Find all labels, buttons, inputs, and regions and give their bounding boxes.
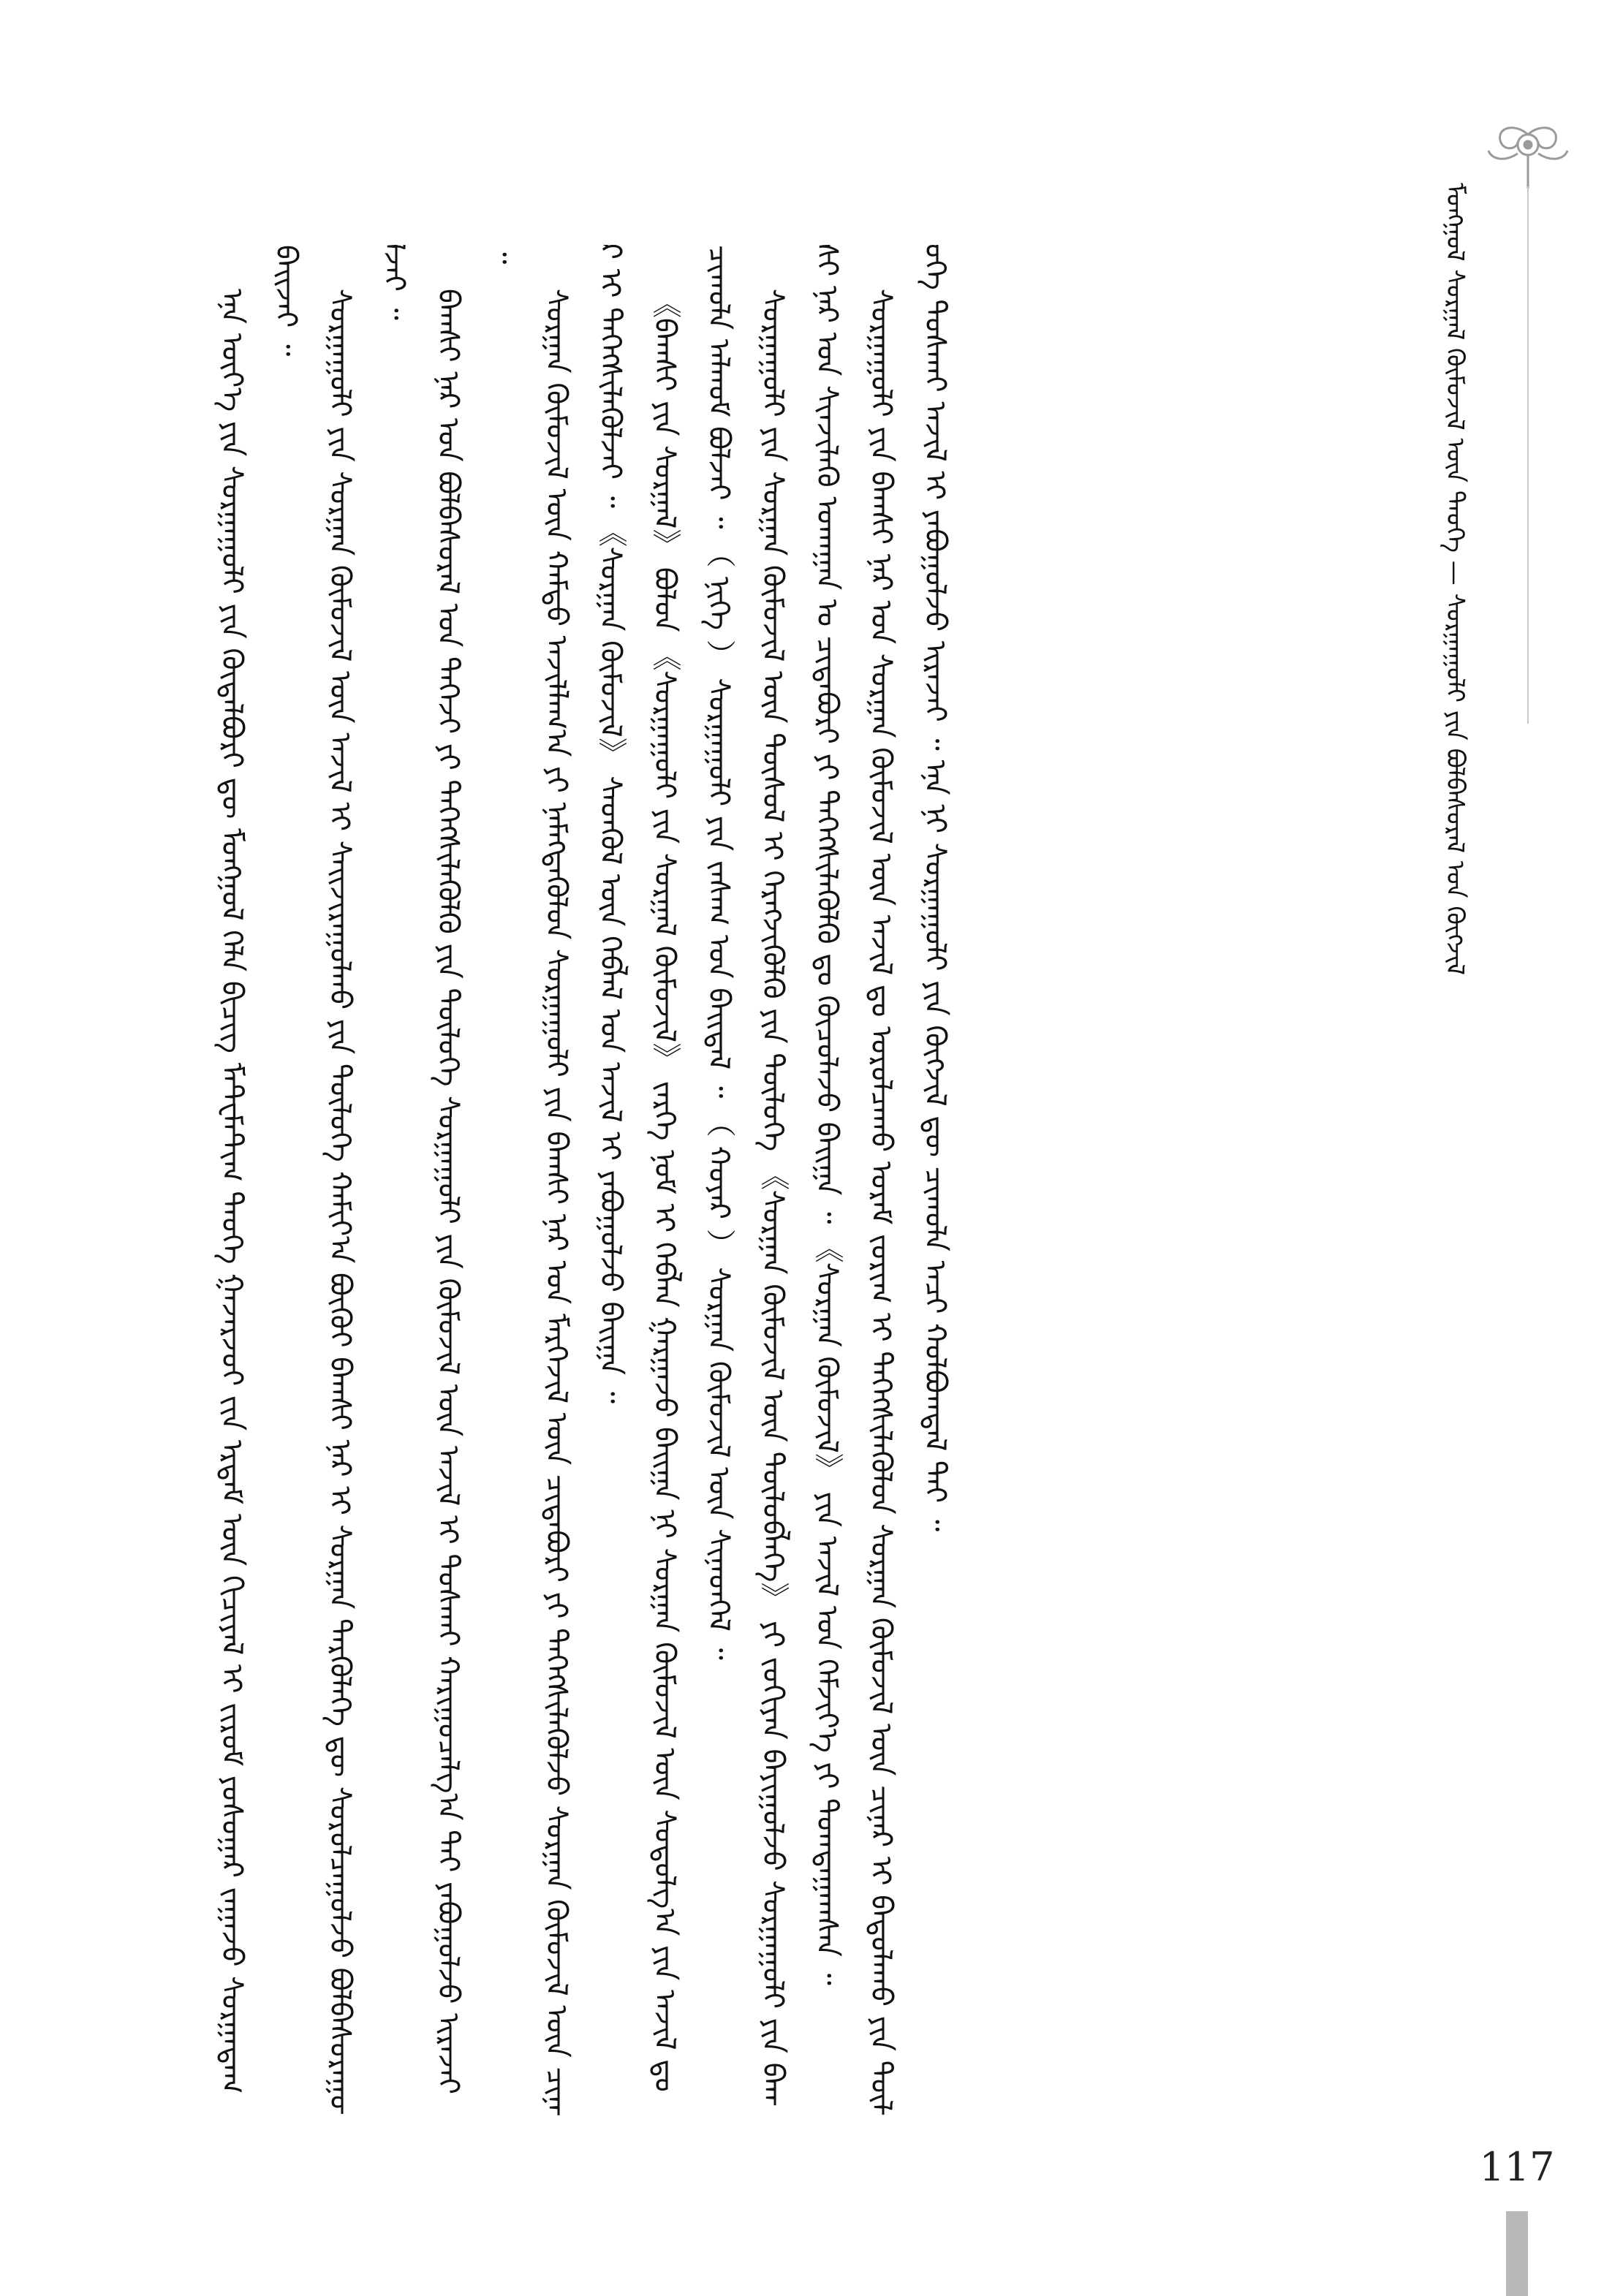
- running-header: ᠮᠣᠩᠭᠤᠯ ᠰᠤᠷᠭᠠᠯ ᠬᠦᠮᠦᠵᠢᠯ ᠦᠨ ᠲᠡᠦᠬᠡ — ᠰᠤᠷᠭᠠᠭᠤᠯᠢ ᠶᠢᠨ ᠪᠣᠯᠪᠠᠰᠤᠷᠠᠯ ᠤᠨ ᠬᠥᠭᠵᠢᠯ: [1440, 183, 1469, 976]
- paragraph: ᠡᠨᠡ ᠦᠶ᠎ᠡ ᠶᠢᠨ ᠰᠤᠷᠭᠠᠭᠤᠯᠢ ᠶᠢᠨ ᠬᠥᠲᠡᠯᠪᠦᠷᠢ ᠳᠦ ᠮᠣᠩᠭᠤᠯ ᠬᠡᠯᠡ ᠪᠢᠴᠢᠭ᠌ ᠮᠠᠲ᠋ᠧᠮᠠᠲ᠋ᠢᠭ ᠲᠡᠤᠬᠡ ᠭᠠᠵᠠᠷᠵᠦᠢ ᠵᠢᠨ ᠡᠷᠳᠡᠮ ᠦᠨ ᠬᠢᠴᠢᠶᠡᠯ ᠢ ᠵᠢᠷᠤᠮ ᠶᠣᠰᠤᠭᠠᠷ ᠵᠠᠭᠠᠵᠤ ᠰᠤᠷᠭᠠᠳᠠᠭ ᠪᠠᠢᠵᠠᠢ ᠃: [215, 245, 303, 2094]
- body-text: [205, 245, 1469, 2116]
- paragraph: ᠰᠤᠷᠭᠠᠭᠤᠯᠢ ᠶᠢᠨ ᠰᠤᠷᠭᠠᠨ ᠬᠥᠮᠦᠵᠢᠯ ᠦᠨ ᠲᠥᠰᠦᠯ ᠢ ᠬᠡᠷᠡᠭᠵᠢᠭᠦᠯᠬᠦ ᠶᠢᠨ ᠲᠥᠯᠦᠭᠡ 《ᠰᠤᠷᠭᠠᠨ ᠬᠥᠮᠦᠵᠢᠯ ᠦᠨ ᠲᠥᠯᠦᠪᠯᠡᠭᠡ》 ᠶᠢ ᠵᠣᠬᠢᠶᠠᠨ ᠪᠠᠶᠢᠭᠤᠯᠵᠤ ᠰᠤᠷᠭᠠᠭᠤᠯᠢ ᠶᠢᠨ ᠪᠠᠭᠰᠢ ᠨᠠᠷ ᠤᠨ ᠰᠢᠨᠵᠢᠯᠡᠬᠦ ᠤᠬᠠᠭᠠᠨ ᠤ ᠴᠢᠳᠠᠪᠤᠷᠢ ᠶᠢ ᠳᠡᠭᠡᠭᠰᠢᠯᠡᠭᠦᠯᠬᠦ ᠳᠤ ᠬᠦᠴᠦᠯᠡᠵᠦ ᠪᠠᠢᠭᠠ ᠃ 《ᠰᠤᠷᠭᠠᠨ ᠬᠥᠮᠦᠵᠢᠯ》 ᠶᠢᠨ ᠠᠵᠢᠯ ᠤᠨ ᠬᠡᠮᠵᠢᠶ᠎ᠡ ᠶᠢ ᠲᠣᠭᠲᠠᠭᠠᠭᠰᠠᠨ ᠃: [756, 245, 844, 2105]
- page-number: 117: [1479, 2144, 1555, 2190]
- paragraph: ᠪᠠᠭᠰᠢ ᠨᠠᠷ ᠤᠨ ᠪᠣᠯᠪᠠᠰᠤᠷᠠᠯ ᠤᠨ ᠳᠡᠭᠡᠵᠢ ᠶᠢ ᠳᠡᠭᠡᠭᠰᠢᠯᠡᠭᠦᠯᠬᠦ ᠶᠢᠨ ᠲᠥᠯᠦᠭᠡ ᠰᠤᠷᠭᠠᠭᠤᠯᠢ ᠶᠢᠨ ᠬᠥᠮᠦᠵᠢᠯ ᠦᠨ ᠠᠵᠢᠯ ᠢ ᠲᠤᠰᠬᠠᠢ ᠬᠠᠷᠢᠭᠤᠴᠠᠯᠭ᠎ᠠ ᠲᠠᠢ ᠶᠠᠪᠤᠭᠤᠯᠵᠤ ᠢᠷᠡᠵᠡᠢ ᠃: [431, 245, 519, 2095]
- paragraph: ᠰᠤᠷᠭᠠᠭᠤᠯᠢ ᠶᠢᠨ ᠪᠠᠭᠰᠢ ᠨᠠᠷ ᠤᠨ ᠰᠤᠷᠭᠠᠨ ᠬᠥᠮᠦᠵᠢᠯ ᠦᠨ ᠠᠵᠢᠯ ᠳᠤ ᠣᠷᠣᠯᠴᠠᠬᠤ ᠤᠷᠠᠮ ᠵᠣᠷᠢᠭ ᠢ ᠳᠡᠭᠡᠭᠰᠢᠯᠡᠭᠦᠯᠦᠨ ᠰᠤᠷᠭᠠᠨ ᠬᠥᠮᠦᠵᠢᠯ ᠦᠨ ᠴᠢᠨᠠᠷ ᠢ ᠪᠠᠲᠤᠯᠠᠬᠤ ᠶᠢᠨ ᠲᠥᠯᠦᠭᠡ ᠲᠤᠰᠬᠠᠢ ᠠᠵᠢᠯ ᠢ ᠶᠠᠪᠤᠭᠤᠯᠵᠤ ᠢᠷᠡᠵᠡᠢ ᠃ ᠡᠨᠡ ᠨᠢ ᠰᠤᠷᠭᠠᠭᠤᠯᠢ ᠶᠢᠨ ᠬᠥᠭᠵᠢᠯ ᠳᠦ ᠴᠢᠬᠤᠯᠠ ᠠᠴᠢ ᠬᠣᠯᠪᠣᠭᠳᠠᠯ ᠲᠠᠢ ᠃: [864, 245, 952, 2114]
- ornament-icon: [1469, 117, 1586, 197]
- page-edge-tab: [1506, 2211, 1528, 2296]
- paragraph: ᠰᠤᠷᠭᠠᠨ ᠬᠥᠮᠦᠵᠢᠯ ᠦᠨ ᠬᠠᠮᠲᠤ ᠠᠵᠢᠯᠯᠠᠭ᠎ᠠ ᠶᠢ ᠨᠡᠮᠡᠭᠳᠡᠭᠦᠯᠦᠨ ᠰᠤᠷᠭᠠᠭᠤᠯᠢ ᠶᠢᠨ ᠪᠠᠭᠰᠢ ᠨᠠᠷ ᠤᠨ ᠮᠡᠷᠭᠡᠵᠢᠯ ᠦᠨ ᠴᠢᠳᠠᠪᠤᠷᠢ ᠶᠢ ᠳᠡᠭᠡᠭᠰᠢᠯᠡᠭᠦᠯᠵᠦ ᠰᠤᠷᠭᠠᠨ ᠬᠥᠮᠦᠵᠢᠯ ᠦᠨ ᠴᠢᠨᠠᠷ ᠢ ᠳᠡᠭᠡᠭᠰᠢᠯᠡᠭᠦᠯᠵᠡᠢ ᠃ 《ᠰᠤᠷᠭᠠᠨ ᠬᠥᠮᠦᠵᠢᠯ》 ᠰᠡᠳᠬᠦᠯ ᠦᠨ ᠬᠡᠪᠯᠡᠯ ᠤᠨ ᠠᠵᠢᠯ ᠢ ᠶᠠᠪᠤᠭᠤᠯᠵᠤ ᠪᠠᠢᠭᠠ ᠃: [540, 245, 627, 2115]
- header-divider-line: [1527, 186, 1529, 724]
- paragraph: ᠰᠤᠷᠭᠠᠭᠤᠯᠢ ᠶᠢᠨ ᠰᠤᠷᠭᠠᠨ ᠬᠥᠮᠦᠵᠢᠯ ᠦᠨ ᠠᠵᠢᠯ ᠢ ᠰᠠᠢᠵᠢᠷᠠᠭᠤᠯᠬᠤ ᠶᠢᠨ ᠲᠥᠯᠦᠭᠡ ᠬᠠᠮᠢᠶ᠎ᠠ ᠪᠦᠬᠦᠢ ᠪᠠᠭᠰᠢ ᠨᠠᠷ ᠢ ᠰᠤᠷᠭᠠᠨ ᠲᠡᠷᠭᠦᠯᠡᠭᠡ ᠳᠦ ᠰᠤᠷᠤᠯᠴᠠᠭᠤᠯᠵᠤ ᠪᠣᠯᠪᠠᠰᠤᠷᠠᠭᠤᠯᠵᠠᠢ ᠃: [323, 245, 411, 2113]
- paragraph: 《ᠪᠠᠭᠰᠢ ᠶᠢᠨ ᠰᠤᠷᠭᠠᠯ》 ᠪᠣᠯᠤᠨ 《ᠰᠤᠷᠭᠠᠭᠤᠯᠢ ᠶᠢᠨ ᠰᠤᠷᠭᠠᠯ ᠬᠥᠮᠦᠵᠢᠯ》 ᠵᠡᠷᠭᠡ ᠨᠣᠮ ᠢ ᠬᠡᠪᠯᠡᠨ ᠭᠠᠷᠭᠠᠵᠤ ᠪᠠᠢᠭᠠ ᠨᠢ ᠰᠤᠷᠭᠠᠨ ᠬᠥᠮᠦᠵᠢᠯ ᠦᠨ ᠰᠤᠳᠤᠯᠭ᠎ᠠ ᠶᠢᠨ ᠠᠵᠢᠯ ᠳᠤ ᠴᠢᠬᠤᠯᠠ ᠠᠯᠬᠤᠮ ᠪᠣᠯᠵᠠᠢ ᠃ （ ᠨᠢᠭᠡ ） ᠰᠤᠷᠭᠠᠭᠤᠯᠢ ᠶᠢᠨ ᠵᠠᠰᠠᠭ ᠤᠨ ᠪᠠᠢᠳᠠᠯ ᠃ （ ᠬᠣᠶᠠᠷ ） ᠰᠤᠷᠭᠠᠨ ᠬᠥᠮᠦᠵᠢᠯ ᠦᠨ ᠰᠢᠨᠡᠳᠬᠡᠯ ᠃: [648, 245, 735, 2092]
